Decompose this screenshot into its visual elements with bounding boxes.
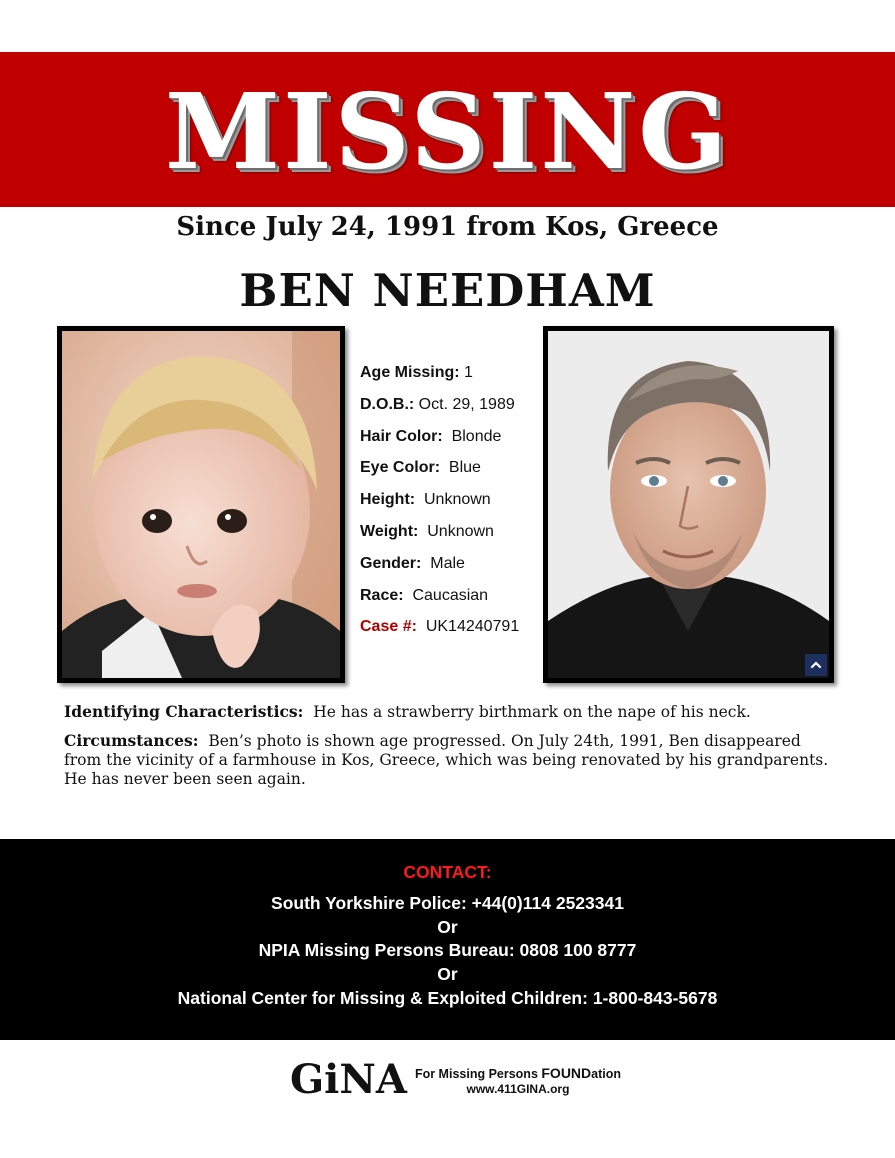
contact-or: Or xyxy=(437,917,458,937)
scroll-up-button[interactable] xyxy=(805,654,827,676)
fact-case-number xyxy=(360,616,540,648)
fact-age-missing xyxy=(360,362,540,394)
fact-value: UK14240791 xyxy=(425,618,520,636)
fact-label: Hair Color: xyxy=(360,427,443,445)
fact-label: Weight: xyxy=(360,522,419,540)
banner-title: MISSING xyxy=(164,69,731,193)
fact-value: Blue xyxy=(448,459,481,477)
tagline-suffix: ation xyxy=(591,1066,622,1081)
fact-label: Height: xyxy=(360,491,416,509)
fact-value: Unknown xyxy=(424,491,491,509)
fact-eye-color xyxy=(360,457,540,489)
identifying-characteristics xyxy=(64,702,834,722)
details-section xyxy=(64,702,834,798)
contact-police: South Yorkshire Police: +44(0)114 2523341 xyxy=(271,893,624,913)
identifying-label: Identifying Characteristics: xyxy=(64,702,304,721)
fact-value: Male xyxy=(430,554,465,572)
fact-value: 1 xyxy=(464,364,473,381)
circumstances-label: Circumstances: xyxy=(64,731,199,750)
contact-heading: CONTACT: xyxy=(403,862,492,882)
gina-tagline xyxy=(415,1065,621,1081)
facts-list xyxy=(360,362,540,648)
contact-npia: NPIA Missing Persons Bureau: 0808 100 8777 xyxy=(258,940,637,960)
fact-value: Blonde xyxy=(451,427,502,445)
fact-value: Oct. 29, 1989 xyxy=(418,395,515,413)
circumstances xyxy=(64,731,834,789)
fact-value: Caucasian xyxy=(412,586,489,604)
contact-section xyxy=(0,839,895,1040)
fact-label: Race: xyxy=(360,586,404,604)
tagline-emph: FOUND xyxy=(541,1064,592,1081)
fact-label: D.O.B.: xyxy=(360,395,415,413)
fact-race xyxy=(360,585,540,617)
fact-label: Gender: xyxy=(360,554,422,572)
fact-label: Eye Color: xyxy=(360,459,441,477)
tagline-prefix: For Missing Persons xyxy=(414,1066,542,1081)
fact-label: Age Missing: xyxy=(360,364,460,381)
chevron-up-icon xyxy=(810,659,822,671)
fact-label: Case #: xyxy=(360,618,417,636)
missing-since: Since July 24, 1991 from Kos, Greece xyxy=(176,212,719,242)
missing-banner xyxy=(0,52,895,207)
gina-footer xyxy=(290,1058,621,1102)
fact-dob xyxy=(360,394,540,426)
child-photo xyxy=(57,326,345,683)
gina-tagline-block xyxy=(415,1065,621,1096)
fact-value: Unknown xyxy=(427,522,494,540)
identifying-text: He has a strawberry birthmark on the nape of his neck. xyxy=(313,703,751,721)
age-progressed-photo xyxy=(543,326,834,683)
gina-logo: GiNA xyxy=(290,1056,407,1103)
fact-hair-color xyxy=(360,426,540,458)
contact-ncmec: National Center for Missing & Exploited Children: 1-800-843-5678 xyxy=(177,988,718,1008)
fact-weight xyxy=(360,521,540,553)
circumstances-text: Ben’s photo is shown age progressed. On July 24th, 1991, Ben disappeared from the vicinity of a farmhouse in Kos, Greece, which was being renovated by his grandparents. He has never been seen again. xyxy=(64,732,829,788)
fact-gender xyxy=(360,553,540,585)
person-name: BEN NEEDHAM xyxy=(239,264,656,317)
contact-or: Or xyxy=(437,964,458,984)
gina-url[interactable]: www.411GINA.org xyxy=(466,1081,570,1096)
fact-height xyxy=(360,489,540,521)
